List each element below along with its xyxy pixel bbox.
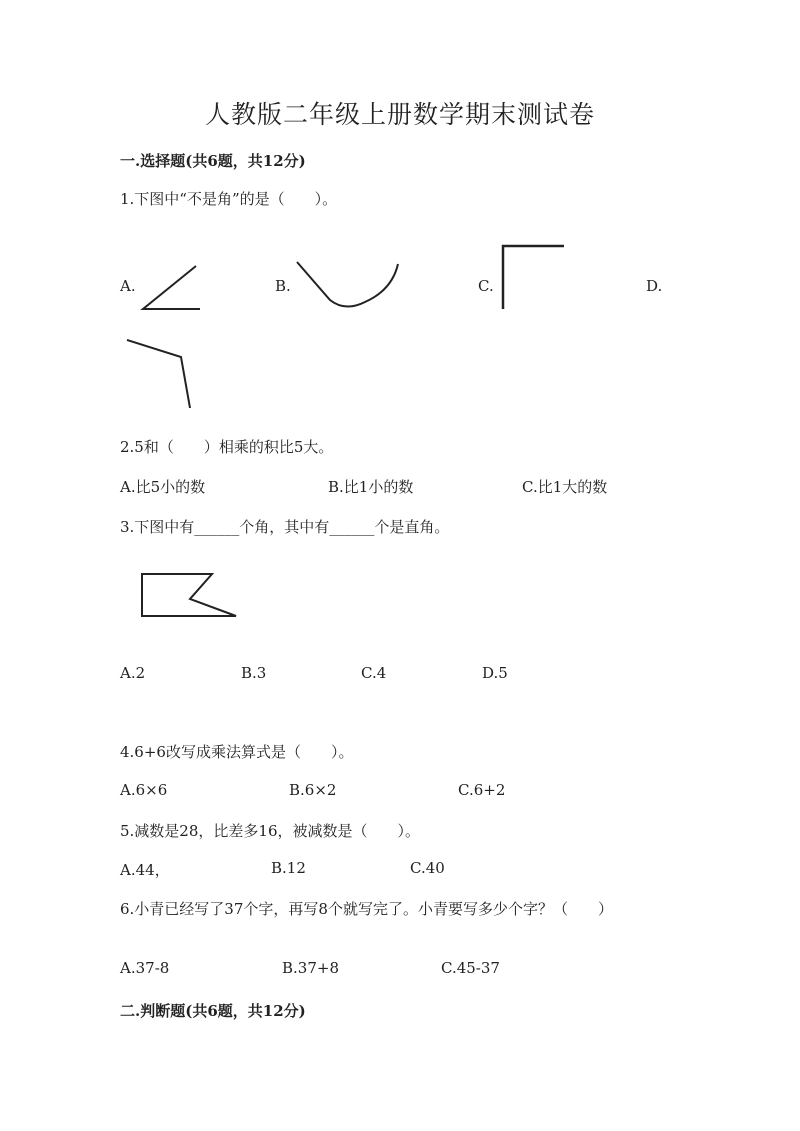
question-1-option-c[interactable]: C.	[478, 277, 494, 295]
question-1-option-b[interactable]: B.	[275, 277, 291, 295]
question-2-text: 2.5和（ ）相乘的积比5大。	[120, 438, 334, 456]
question-4-text: 4.6+6改写成乘法算式是（ ）。	[120, 743, 354, 761]
question-6-option-a[interactable]: A.37-8	[120, 959, 170, 977]
question-6-option-c[interactable]: C.45-37	[441, 959, 500, 977]
flag-shape-outline	[142, 574, 236, 616]
question-3-option-a[interactable]: A.2	[120, 664, 146, 682]
section-heading-judgement: 二.判断题(共6题，共12分)	[120, 1002, 306, 1020]
question-3-option-d[interactable]: D.5	[482, 664, 508, 682]
question-4-option-b[interactable]: B.6×2	[289, 781, 337, 799]
question-5-text: 5.减数是28，比差多16，被减数是（ ）。	[120, 822, 420, 840]
page-title: 人教版二年级上册数学期末测试卷	[204, 100, 595, 129]
question-6-option-b[interactable]: B.37+8	[282, 959, 339, 977]
question-3-option-c[interactable]: C.4	[361, 664, 387, 682]
question-5-option-c[interactable]: C.40	[410, 859, 445, 877]
question-2-option-a[interactable]: A.比5小的数	[120, 478, 206, 496]
question-5-option-a[interactable]: A.44，	[120, 861, 170, 879]
question-2-option-b[interactable]: B.比1小的数	[328, 478, 414, 496]
question-5-option-b[interactable]: B.12	[271, 859, 306, 877]
question-1-text: 1.下图中“不是角”的是（ ）。	[120, 190, 338, 208]
section-heading-choice: 一.选择题(共6题，共12分)	[120, 152, 306, 170]
question-1-option-d[interactable]: D.	[646, 277, 663, 295]
question-4-option-a[interactable]: A.6×6	[120, 781, 168, 799]
question-2-option-c[interactable]: C.比1大的数	[522, 478, 608, 496]
question-6-text: 6.小青已经写了37个字，再写8个就写完了。小青要写多少个字？（ ）	[120, 900, 613, 918]
question-1-option-a[interactable]: A.	[120, 277, 136, 295]
question-4-option-c[interactable]: C.6+2	[458, 781, 506, 799]
question-3-option-b[interactable]: B.3	[241, 664, 267, 682]
question-3-text: 3.下图中有______个角，其中有______个是直角。	[120, 518, 450, 536]
